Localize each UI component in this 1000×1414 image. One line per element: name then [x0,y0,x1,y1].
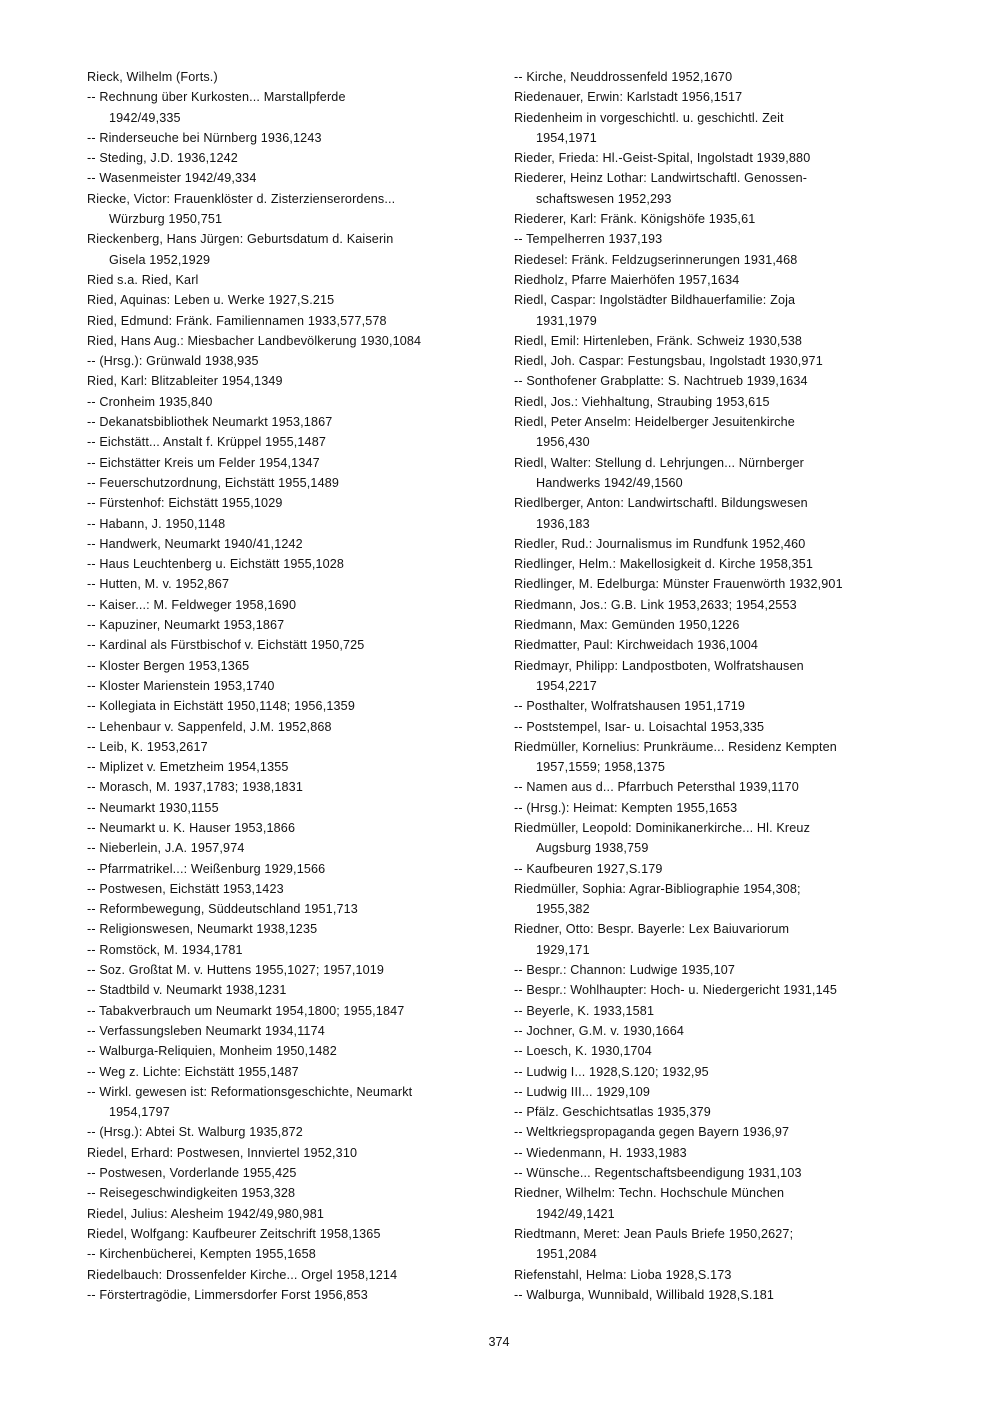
entry-line: -- Kaufbeuren 1927,S.179 [514,861,663,876]
entry-line: Riedmann, Jos.: G.B. Link 1953,2633; 1954,2553 [514,597,797,612]
entry-line: -- Kloster Bergen 1953,1365 [87,658,250,673]
index-entry [87,635,507,655]
index-entry [514,270,954,290]
index-entry [514,493,954,534]
entry-line: Riedmayr, Philipp: Landpostboten, Wolfratshausen [514,658,804,673]
index-entry [87,1041,507,1061]
index-entry [87,67,507,87]
entry-continuation: 1955,382 [536,902,590,917]
index-entry [514,615,954,635]
entry-line: -- Walburga-Reliquien, Monheim 1950,1482 [87,1044,337,1059]
index-entry [514,859,954,879]
index-entry [514,717,954,737]
index-entry [87,1244,507,1264]
index-entry [87,980,507,1000]
entry-line: Rieder, Frieda: Hl.-Geist-Spital, Ingolstadt 1939,880 [514,151,811,166]
entry-line: -- Rechnung über Kurkosten... Marstallpferde [87,90,346,105]
entry-line: -- Kirchenbücherei, Kempten 1955,1658 [87,1247,316,1262]
right-column [514,67,954,1305]
index-entry [87,148,507,168]
index-entry [514,777,954,797]
index-entry [514,1183,954,1224]
entry-line: Ried, Edmund: Fränk. Familiennamen 1933,577,578 [87,313,387,328]
entry-line: Rieck, Wilhelm (Forts.) [87,70,218,84]
index-entry [87,432,507,452]
entry-line: Riedel, Wolfgang: Kaufbeurer Zeitschrift 1958,1365 [87,1226,381,1241]
entry-line: -- Eichstätter Kreis um Felder 1954,1347 [87,455,320,470]
entry-line: -- Steding, J.D. 1936,1242 [87,151,238,166]
index-entry [87,128,507,148]
entry-line: -- Miplizet v. Emetzheim 1954,1355 [87,760,289,775]
entry-line: Riedl, Joh. Caspar: Festungsbau, Ingolstadt 1930,971 [514,354,823,369]
index-entry [87,960,507,980]
index-entry [514,1224,954,1265]
entry-line: -- Nieberlein, J.A. 1957,974 [87,841,245,856]
entry-line: -- Reformbewegung, Süddeutschland 1951,713 [87,902,358,917]
entry-line: -- Kirche, Neuddrossenfeld 1952,1670 [514,70,733,84]
index-entry [514,371,954,391]
index-entry [514,980,954,1000]
entry-line: Riedlinger, M. Edelburga: Münster Frauenwörth 1932,901 [514,577,843,592]
entry-line: Ried s.a. Ried, Karl [87,272,199,287]
entry-line: -- Poststempel, Isar- u. Loisachtal 1953,335 [514,719,765,734]
index-entry [514,87,954,107]
index-entry [87,574,507,594]
index-entry [87,392,507,412]
entry-line: -- Posthalter, Wolfratshausen 1951,1719 [514,699,746,714]
entry-line: Riedenauer, Erwin: Karlstadt 1956,1517 [514,90,743,105]
entry-line: -- Kloster Marienstein 1953,1740 [87,678,275,693]
entry-continuation: 1942/49,1421 [536,1206,615,1221]
entry-line: -- Habann, J. 1950,1148 [87,516,226,531]
index-entry [87,453,507,473]
entry-line: -- Kollegiata in Eichstätt 1950,1148; 1956,1359 [87,699,355,714]
entry-line: -- Pfarrmatrikel...: Weißenburg 1929,1566 [87,861,326,876]
index-entry [87,696,507,716]
index-entry [514,1265,954,1285]
entry-line: Riefenstahl, Helma: Lioba 1928,S.173 [514,1267,732,1282]
entry-line: -- Verfassungsleben Neumarkt 1934,1174 [87,1023,325,1038]
index-entry [87,270,507,290]
entry-line: Ried, Karl: Blitzableiter 1954,1349 [87,374,283,389]
index-entry [514,229,954,249]
index-entry [514,595,954,615]
index-entry [87,473,507,493]
entry-line: Riedtmann, Meret: Jean Pauls Briefe 1950,2627; [514,1226,794,1241]
entry-line: -- Bespr.: Wohlhaupter: Hoch- u. Niedergericht 1931,145 [514,983,838,998]
index-entry [87,412,507,432]
entry-line: Riedmüller, Sophia: Agrar-Bibliographie 1954,308; [514,881,801,896]
entry-continuation: Augsburg 1938,759 [536,841,649,856]
entry-line: Rieckenberg, Hans Jürgen: Geburtsdatum d. Kaiserin [87,232,394,247]
index-entry [87,1204,507,1224]
entry-line: Riedlinger, Helm.: Makellosigkeit d. Kirche 1958,351 [514,557,814,572]
index-entry [514,919,954,960]
index-entry [514,1041,954,1061]
index-entry [87,777,507,797]
entry-line: -- Beyerle, K. 1933,1581 [514,1003,655,1018]
entry-line: -- Romstöck, M. 1934,1781 [87,942,243,957]
entry-line: -- Religionswesen, Neumarkt 1938,1235 [87,922,318,937]
entry-line: -- Förstertragödie, Limmersdorfer Forst 1956,853 [87,1287,368,1302]
entry-line: Riedmüller, Leopold: Dominikanerkirche... Hl. Kreuz [514,820,811,835]
index-entry [87,1224,507,1244]
index-entry [514,960,954,980]
entry-line: Riedesel: Fränk. Feldzugserinnerungen 1931,468 [514,252,798,267]
entry-line: Riedl, Walter: Stellung d. Lehrjungen... Nürnberger [514,455,804,470]
index-entry [87,290,507,310]
entry-line: -- Haus Leuchtenberg u. Eichstätt 1955,1028 [87,557,345,572]
page-number: 374 [488,1335,510,1349]
index-entry [514,148,954,168]
entry-line: Ried, Aquinas: Leben u. Werke 1927,S.215 [87,293,335,308]
entry-line: -- Ludwig I... 1928,S.120; 1932,95 [514,1064,709,1079]
entry-line: -- Sonthofener Grabplatte: S. Nachtrueb 1939,1634 [514,374,808,389]
entry-line: -- Walburga, Wunnibald, Willibald 1928,S.181 [514,1287,775,1302]
index-entry [87,676,507,696]
entry-line: Riecke, Victor: Frauenklöster d. Zisterzienserordens... [87,191,396,206]
entry-line: Riedelbauch: Drossenfelder Kirche... Orgel 1958,1214 [87,1267,398,1282]
index-entry [87,1163,507,1183]
entry-line: -- Kaiser...: M. Feldweger 1958,1690 [87,597,297,612]
entry-continuation: 1954,2217 [536,678,597,693]
index-entry [514,1163,954,1183]
entry-line: -- Postwesen, Vorderlande 1955,425 [87,1166,297,1181]
entry-line: Riedholz, Pfarre Maierhöfen 1957,1634 [514,272,740,287]
index-entry [514,737,954,778]
index-entry [87,757,507,777]
entry-line: -- Hutten, M. v. 1952,867 [87,577,230,592]
index-entry [87,879,507,899]
index-entry [514,656,954,697]
entry-line: Riedl, Peter Anselm: Heidelberger Jesuitenkirche [514,415,795,430]
entry-continuation: Handwerks 1942/49,1560 [536,475,683,490]
entry-continuation: 1956,430 [536,435,590,450]
index-entry [87,838,507,858]
index-entry [514,798,954,818]
entry-line: -- Morasch, M. 1937,1783; 1938,1831 [87,780,303,795]
index-entry [87,737,507,757]
index-entry [87,859,507,879]
entry-continuation: Gisela 1952,1929 [109,252,211,267]
index-entry [87,717,507,737]
entry-line: Riedler, Rud.: Journalismus im Rundfunk 1952,460 [514,536,806,551]
index-entry [87,1122,507,1142]
entry-line: -- Weltkriegspropaganda gegen Bayern 1936,97 [514,1125,790,1140]
index-entry [87,168,507,188]
index-entry [514,168,954,209]
index-entry [514,1102,954,1122]
entry-line: Ried, Hans Aug.: Miesbacher Landbevölkerung 1930,1084 [87,333,422,348]
index-entry [87,229,507,270]
entry-line: Riedl, Emil: Hirtenleben, Fränk. Schweiz 1930,538 [514,333,803,348]
index-entry [87,311,507,331]
index-entry [514,1122,954,1142]
entry-line: -- (Hrsg.): Abtei St. Walburg 1935,872 [87,1125,303,1140]
index-entry [87,1143,507,1163]
entry-line: -- Cronheim 1935,840 [87,394,213,409]
index-entry [87,595,507,615]
entry-line: -- Loesch, K. 1930,1704 [514,1044,652,1059]
index-entry [514,351,954,371]
entry-line: -- Neumarkt u. K. Hauser 1953,1866 [87,820,296,835]
entry-line: Riedlberger, Anton: Landwirtschaftl. Bildungswesen [514,496,808,511]
index-entry [87,899,507,919]
entry-continuation: 1954,1797 [109,1105,170,1120]
entry-line: Riedmann, Max: Gemünden 1950,1226 [514,618,740,633]
index-entry [514,290,954,331]
entry-line: -- Fürstenhof: Eichstätt 1955,1029 [87,496,283,511]
index-entry [87,1082,507,1123]
index-entry [87,534,507,554]
index-entry [87,493,507,513]
entry-line: -- Dekanatsbibliothek Neumarkt 1953,1867 [87,415,333,430]
entry-line: -- Wiedenmann, H. 1933,1983 [514,1145,687,1160]
entry-line: -- Tabakverbrauch um Neumarkt 1954,1800; 1955,1847 [87,1003,405,1018]
entry-continuation: Würzburg 1950,751 [109,212,223,227]
index-entry [87,351,507,371]
index-entry [514,1143,954,1163]
index-entry [87,919,507,939]
entry-line: -- Namen aus d... Pfarrbuch Petersthal 1939,1170 [514,780,799,795]
entry-line: Riedel, Julius: Alesheim 1942/49,980,981 [87,1206,325,1221]
index-entry [514,209,954,229]
index-entry [87,1265,507,1285]
entry-continuation: 1942/49,335 [109,110,181,125]
index-entry [87,554,507,574]
index-entry [87,87,507,128]
index-entry [514,331,954,351]
index-entry [87,1285,507,1305]
entry-line: Riedner, Otto: Bespr. Bayerle: Lex Baiuvariorum [514,922,790,937]
entry-continuation: 1931,1979 [536,313,597,328]
index-entry [514,1021,954,1041]
entry-line: -- Ludwig III... 1929,109 [514,1084,651,1099]
entry-line: Riedenheim in vorgeschichtl. u. geschichtl. Zeit [514,110,784,125]
index-entry [87,818,507,838]
entry-line: -- Kapuziner, Neumarkt 1953,1867 [87,618,285,633]
index-entry [87,615,507,635]
entry-line: -- Eichstätt... Anstalt f. Krüppel 1955,1487 [87,435,327,450]
index-entry [514,696,954,716]
index-entry [514,534,954,554]
entry-line: -- Reisegeschwindigkeiten 1953,328 [87,1186,296,1201]
entry-line: Riedner, Wilhelm: Techn. Hochschule München [514,1186,785,1201]
index-entry [514,574,954,594]
index-entry [87,514,507,534]
entry-line: -- Neumarkt 1930,1155 [87,800,219,815]
index-entry [87,1183,507,1203]
index-entry [87,331,507,351]
entry-line: Riedl, Jos.: Viehhaltung, Straubing 1953,615 [514,394,770,409]
entry-line: -- Tempelherren 1937,193 [514,232,663,247]
entry-line: -- Soz. Großtat M. v. Huttens 1955,1027; 1957,1019 [87,963,385,978]
entry-line: Riedl, Caspar: Ingolstädter Bildhauerfamilie: Zoja [514,293,796,308]
index-entry [514,879,954,920]
entry-line: -- Postwesen, Eichstätt 1953,1423 [87,881,284,896]
entry-continuation: 1957,1559; 1958,1375 [536,760,666,775]
index-entry [87,798,507,818]
index-entry [514,818,954,859]
index-entry [87,656,507,676]
index-entry [514,1285,954,1305]
entry-line: -- Wirkl. gewesen ist: Reformationsgeschichte, Neumarkt [87,1084,413,1099]
index-entry [514,554,954,574]
index-entry [87,1021,507,1041]
index-entry [87,1062,507,1082]
index-entry [514,67,954,87]
entry-line: -- Lehenbaur v. Sappenfeld, J.M. 1952,868 [87,719,332,734]
entry-continuation: 1954,1971 [536,130,597,145]
entry-line: -- Kardinal als Fürstbischof v. Eichstätt 1950,725 [87,638,365,653]
entry-line: -- Feuerschutzordnung, Eichstätt 1955,1489 [87,475,340,490]
entry-line: Riedmatter, Paul: Kirchweidach 1936,1004 [514,638,759,653]
index-entry [514,392,954,412]
entry-line: -- Jochner, G.M. v. 1930,1664 [514,1023,685,1038]
entry-continuation: 1936,183 [536,516,590,531]
entry-line: -- Handwerk, Neumarkt 1940/41,1242 [87,536,303,551]
entry-line: -- Wünsche... Regentschaftsbeendigung 1931,103 [514,1166,802,1181]
entry-line: -- Leib, K. 1953,2617 [87,739,208,754]
index-entry [87,1001,507,1021]
index-entry [87,371,507,391]
entry-continuation: schaftswesen 1952,293 [536,191,672,206]
entry-continuation: 1929,171 [536,942,590,957]
index-entry [514,108,954,149]
entry-continuation: 1951,2084 [536,1247,597,1262]
entry-line: -- Stadtbild v. Neumarkt 1938,1231 [87,983,287,998]
index-entry [87,189,507,230]
entry-line: -- (Hrsg.): Grünwald 1938,935 [87,354,259,369]
index-entry [514,635,954,655]
entry-line: -- Pfälz. Geschichtsatlas 1935,379 [514,1105,711,1120]
entry-line: -- (Hrsg.): Heimat: Kempten 1955,1653 [514,800,738,815]
index-entry [87,940,507,960]
entry-line: -- Weg z. Lichte: Eichstätt 1955,1487 [87,1064,299,1079]
index-entry [514,1062,954,1082]
left-column [87,67,507,1305]
index-entry [514,1001,954,1021]
index-entry [514,250,954,270]
entry-line: Riederer, Karl: Fränk. Königshöfe 1935,61 [514,212,756,227]
entry-line: -- Bespr.: Channon: Ludwige 1935,107 [514,963,736,978]
entry-line: -- Wasenmeister 1942/49,334 [87,171,257,186]
entry-line: Riedel, Erhard: Postwesen, Innviertel 1952,310 [87,1145,358,1160]
index-entry [514,412,954,453]
entry-line: Riederer, Heinz Lothar: Landwirtschaftl. Genossen- [514,171,808,186]
index-entry [514,453,954,494]
entry-line: Riedmüller, Kornelius: Prunkräume... Residenz Kempten [514,739,837,754]
index-entry [514,1082,954,1102]
entry-line: -- Rinderseuche bei Nürnberg 1936,1243 [87,130,322,145]
